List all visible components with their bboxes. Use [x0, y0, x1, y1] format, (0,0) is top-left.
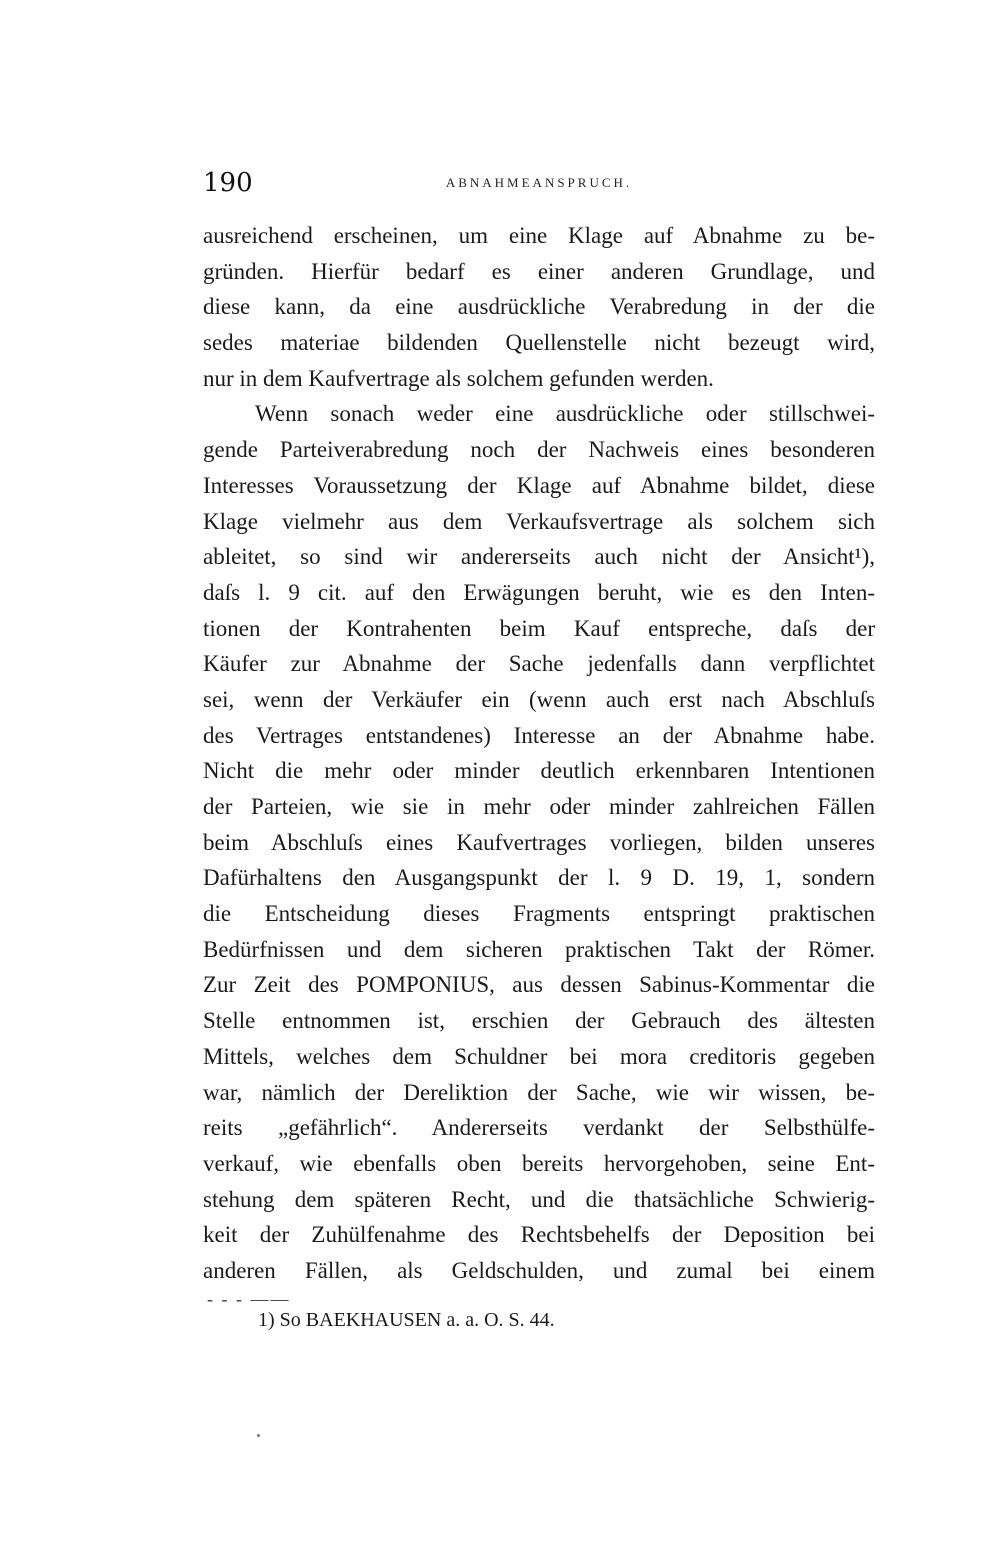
- page-header: [203, 168, 875, 202]
- text-line: reits „gefährlich“. Andererseits verdankt der Selbsthülfe-: [203, 1115, 875, 1141]
- text-line: ausreichend erscheinen, um eine Klage auf Abnahme zu be-: [203, 223, 875, 248]
- text-line: diese kann, da eine ausdrückliche Verabredung in der die: [203, 294, 875, 320]
- text-line: sei, wenn der Verkäufer ein (wenn auch erst nach Abschluſs: [203, 686, 875, 712]
- running-head: ABNAHMEANSPRUCH.: [445, 175, 633, 190]
- text-line: gende Parteiverabredung noch der Nachweis eines besonderen: [203, 437, 875, 463]
- text-line: der Parteien, wie sie in mehr oder minder zahlreichen Fällen: [203, 794, 875, 819]
- text-line: Wenn sonach weder eine ausdrückliche oder stillschwei-: [255, 401, 875, 427]
- text-line: Zur Zeit des POMPONIUS, aus dessen Sabinus-Kommentar die: [203, 972, 875, 998]
- text-line: Dafürhaltens den Ausgangspunkt der l. 9 D. 19, 1, sondern: [203, 865, 875, 891]
- text-line: sedes materiae bildenden Quellenstelle nicht bezeugt wird,: [203, 330, 875, 356]
- footnote-separator: - - - ——: [207, 1289, 291, 1309]
- text-line: die Entscheidung dieses Fragments entspringt praktischen: [203, 901, 875, 927]
- text-line: Klage vielmehr aus dem Verkaufsvertrage als solchem sich: [203, 508, 875, 534]
- text-line: Stelle entnommen ist, erschien der Gebrauch des ältesten: [203, 1008, 875, 1034]
- text-line: des Vertrages entstandenes) Interesse an der Abnahme habe.: [203, 722, 875, 748]
- text-line: daſs l. 9 cit. auf den Erwägungen beruht, wie es den Inten-: [203, 579, 875, 605]
- body-text: [203, 218, 875, 1289]
- text-line: tionen der Kontrahenten beim Kauf entspreche, daſs der: [203, 615, 875, 641]
- text-line: keit der Zuhülfenahme des Rechtsbehelfs der Deposition bei: [203, 1222, 875, 1248]
- text-line: Käufer zur Abnahme der Sache jedenfalls dann verpflichtet: [203, 651, 875, 677]
- paper-speck: [257, 1434, 260, 1437]
- page-number: 190: [203, 168, 253, 198]
- footnote: 1) So BAEKHAUSEN a. a. O. S. 44.: [258, 1309, 555, 1331]
- text-line: Mittels, welches dem Schuldner bei mora creditoris gegeben: [203, 1043, 875, 1069]
- text-line: stehung dem späteren Recht, und die thatsächliche Schwierig-: [203, 1186, 875, 1212]
- text-line: anderen Fällen, als Geldschulden, und zumal bei einem: [203, 1257, 875, 1283]
- text-line: beim Abschluſs eines Kaufvertrages vorliegen, bilden unseres: [203, 829, 875, 855]
- text-line: nur in dem Kaufvertrage als solchem gefunden werden.: [203, 365, 714, 391]
- text-line: gründen. Hierfür bedarf es einer anderen Grundlage, und: [203, 258, 875, 284]
- text-line: verkauf, wie ebenfalls oben bereits hervorgehoben, seine Ent-: [203, 1150, 875, 1176]
- text-line: Bedürfnissen und dem sicheren praktischen Takt der Römer.: [203, 936, 875, 962]
- text-line: war, nämlich der Dereliktion der Sache, wie wir wissen, be-: [203, 1079, 875, 1105]
- text-line: Nicht die mehr oder minder deutlich erkennbaren Intentionen: [203, 758, 875, 784]
- text-line: ableitet, so sind wir andererseits auch nicht der Ansicht¹),: [203, 544, 875, 570]
- text-line: Interesses Voraussetzung der Klage auf Abnahme bildet, diese: [203, 472, 875, 498]
